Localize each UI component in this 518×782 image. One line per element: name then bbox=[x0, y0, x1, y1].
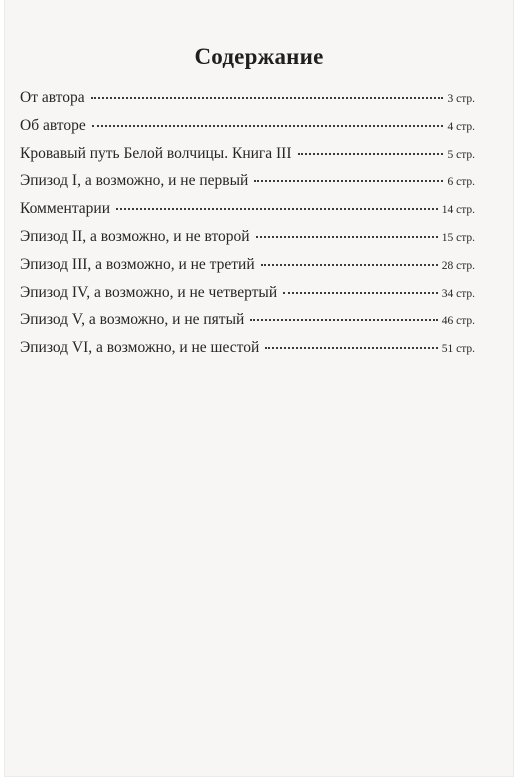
toc-entry-page: 14 стр. bbox=[441, 204, 475, 217]
dot-leader bbox=[254, 180, 443, 182]
dot-leader bbox=[261, 264, 438, 266]
toc-entry-title: Комментарии bbox=[20, 200, 110, 218]
toc-entry bbox=[20, 228, 475, 256]
toc-entry bbox=[20, 145, 475, 173]
dot-leader bbox=[256, 236, 438, 238]
toc-entry-page: 28 стр. bbox=[441, 259, 475, 272]
toc-entry-title: Эпизод I, а возможно, и не первый bbox=[20, 172, 249, 190]
toc-entry bbox=[20, 200, 475, 228]
toc-entry-title: Эпизод VI, а возможно, и не шестой bbox=[20, 339, 260, 357]
dot-leader bbox=[92, 125, 444, 127]
toc-entry-page: 51 стр. bbox=[441, 343, 475, 356]
dot-leader bbox=[91, 97, 444, 99]
dot-leader bbox=[265, 347, 437, 349]
toc-entry-title: Эпизод II, а возможно, и не второй bbox=[20, 227, 250, 245]
toc-entry-title: Эпизод III, а возможно, и не третий bbox=[20, 255, 255, 273]
toc-entry-page: 46 стр. bbox=[441, 315, 475, 328]
toc-entry-title: Эпизод V, а возможно, и не пятый bbox=[20, 311, 245, 329]
toc-entry-page: 3 стр. bbox=[447, 93, 475, 105]
toc-entry-page: 15 стр. bbox=[441, 231, 475, 244]
book-page bbox=[5, 0, 513, 776]
toc-entry-title: От автора bbox=[20, 89, 85, 106]
dot-leader bbox=[250, 319, 437, 321]
toc-entry bbox=[20, 339, 475, 367]
dot-leader bbox=[298, 153, 444, 155]
page-title: Содержание bbox=[194, 44, 324, 69]
dot-leader bbox=[116, 208, 438, 210]
toc-entry-title: Кровавый путь Белой волчицы. Книга III bbox=[20, 144, 292, 162]
dot-leader bbox=[283, 292, 438, 294]
toc-entry-page: 34 стр. bbox=[441, 287, 475, 300]
toc-entry bbox=[20, 89, 475, 117]
toc-entry-page: 6 стр. bbox=[447, 176, 475, 189]
toc-entry bbox=[20, 311, 475, 339]
toc-entry-page: 4 стр. bbox=[447, 120, 475, 133]
toc-entry-page: 5 стр. bbox=[447, 148, 475, 161]
toc-entry bbox=[20, 172, 475, 200]
table-of-contents bbox=[20, 89, 475, 367]
toc-entry-title: Об авторе bbox=[20, 116, 86, 134]
toc-entry bbox=[20, 256, 475, 284]
toc-entry bbox=[20, 117, 475, 145]
toc-entry bbox=[20, 284, 475, 312]
toc-entry-title: Эпизод IV, а возможно, и не четвертый bbox=[20, 283, 278, 301]
